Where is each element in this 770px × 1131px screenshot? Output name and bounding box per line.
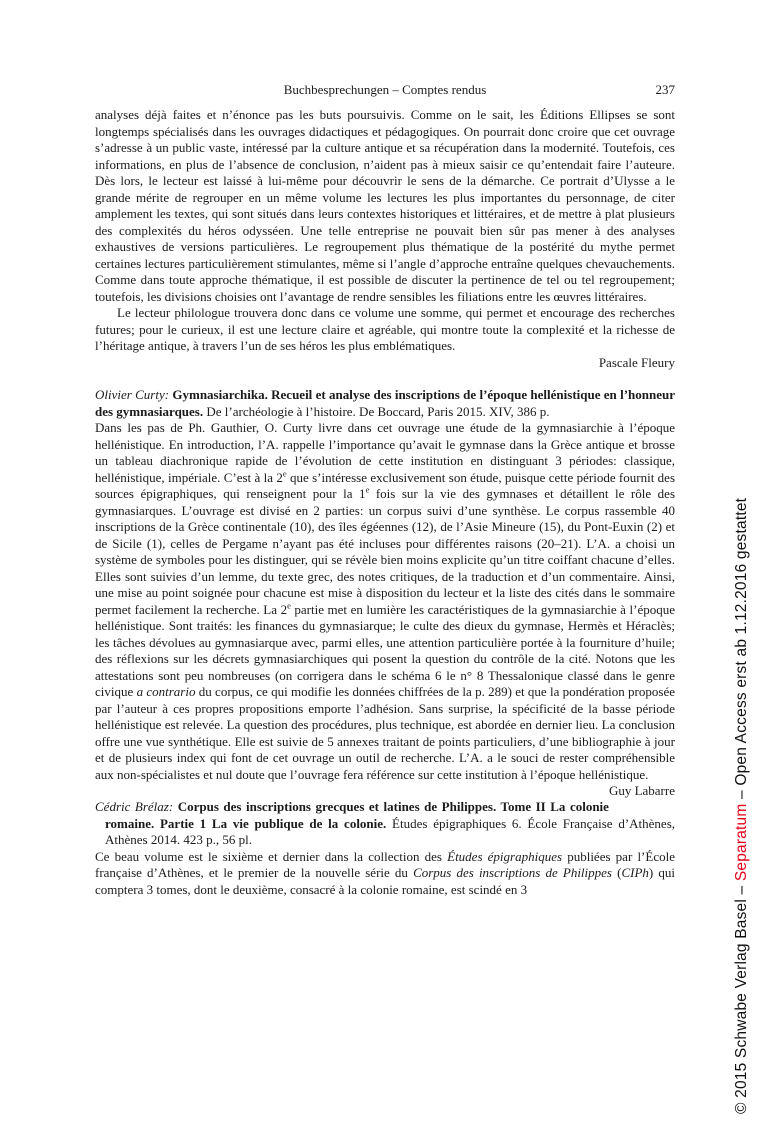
paragraph-closing: Le lecteur philologue trouvera donc dans ce volume une somme, qui permet et encourage des recherches futures; pour le curieux, il est une lecture claire et agréable, qui montre toute la complexité et la richesse de l’héritage antique, à travers l’un de ses héros les plus emblématiques. bbox=[95, 305, 675, 353]
reviewer-signature-fleury: Pascale Fleury bbox=[598, 354, 675, 370]
page-number: 237 bbox=[655, 82, 675, 97]
review-body-text: Dans les pas de Ph. Gauthier, O. Curty livre dans cet ouvrage une étude de la gymnasiarchie à l’époque hellénistique. En introduction, l’A. rappelle l’importance qu’avait le gymnase dans la Grèce antique et brosse un tableau diachronique rapide de l’évolution de cette institution en distinguant 3 périodes: classique, hellénistique, impériale. C’est à la 2e que s’intéresse exclusivement son étude, puisque cette période fournit des sources épigraphiques, qui renseignent pour la 1e fois sur la vie des gymnases et détaillent le rôle des gymnasiarques. L’ouvrage est divisé en 2 parties: un corpus suivi d’une synthèse. Le corpus rassemble 40 inscriptions de la Grèce continentale (10), des îles égéennes (12), de l’Asie Mineure (15), du Pont-Euxin (2) et de Sicile (1), celles de Pergame n’ayant pas été incluses pour différentes raisons (20–21). L’A. a choisi un système de symboles pour les distinguer, qui se révèle bien moins explicite qu’un titre coiffant chacune d’elles. Elles sont suivies d’un lemme, du texte grec, des notes critiques, de la traduction et d’un commentaire. Ainsi, une mise au point soignée pour chacune est mise à disposition du lecteur et la liste des cités dans le sommaire permet facilement la recherche. La 2e partie met en lumière les caractéristiques de la gymnasiarchie à l’époque hellénistique. Sont traités: les finances du gymnasiarque; le culte des dieux du gymnase, Hermès et Héraclès; les tâches dévolues au gymnasiarque avec, parmi elles, une attention particulière portée à la fourniture d’huile; des réflexions sur les décrets gymnasiarchiques qui posent la question du contrôle de la cité. Notons que les attestations sont peu nombreuses (on corrigera dans le schéma 6 le n° 8 Thessalonique classé dans le genre civique a contrario du corpus, ce qui modifie les données chiffrées de la p. 289) et que la pondération proposée par l’auteur à ces propres propositions emporte l’adhésion. Sans surprise, la spécificité de la basse période hellénistique est relevée. La question des procédures, plus technique, est abordée en dernier lieu. La conclusion offre une vue synthétique. Elle est suivie de 5 annexes traitant de points particuliers, d’une bibliographie à jour et de plusieurs index qui font de cet ouvrage un outil de recherche. L’A. a le souci de rester compréhensible aux non-spécialistes et nul doute que l’ouvrage fera référence sur cette institution à l’époque hellénistique. bbox=[95, 420, 675, 782]
review-curty bbox=[95, 387, 675, 798]
review-heading-brelaz: Cédric Brélaz: Corpus des inscriptions grecques et latines de Philippes. Tome II La colonie romaine. Partie 1 La vie publique de la colonie. Études épigraphiques 6. École Française d’Athènes, Athènes 2014. 423 p., 56 pl. bbox=[95, 799, 675, 847]
paragraph-continuation: analyses déjà faites et n’énonce pas les buts poursuivis. Comme on le sait, les Éditions Ellipses se sont longtemps spécialisés dans les ouvrages didactiques et pédagogiques. On pourrait donc croire que cet ouvrage s’adresse à un public vaste, intéressé par la culture antique et sa récupération dans la modernité. Toutefois, ces informations, en plus de l’absence de conclusion, n’aident pas à mieux saisir ce qu’entendait faire l’auteure. Dès lors, le lecteur est laissé à lui-même pour découvrir le sens de la démarche. Ce portrait d’Ulysse a le grande mérite de regrouper en un même volume les lectures les plus importantes du personnage, de citer amplement les textes, qui sont situés dans leurs contextes historiques et littéraires, et de mettre à plat plusieurs des complexités du héros odysséen. Une telle entreprise ne pouvait bien sûr pas mener à des analyses exhaustives de versions particulières. Le regroupement plus thématique de la postérité du mythe permet certaines lectures particulièrement stimulantes, même si l’angle d’approche entraîne quelques chevauchements. Comme dans toute approche thématique, il est possible de discuter la pertinence de tel ou tel regroupement; toutefois, les divisions choisies ont l’avantage de rendre sensibles les filiations entre les œuvres littéraires. bbox=[95, 107, 675, 304]
page-header bbox=[95, 82, 675, 98]
page-body bbox=[95, 107, 675, 898]
review-body-brelaz: Ce beau volume est le sixième et dernier dans la collection des Études épigraphiques publiées par l’École française d’Athènes, et le premier de la nouvelle série du Corpus des inscriptions de Philippes (CIPh) qui comptera 3 tomes, dont le deuxième, consacré à la colonie romaine, est scindé en 3 bbox=[95, 848, 675, 897]
copyright-sidebar: © 2015 Schwabe Verlag Basel – Separatum – Open Access erst ab 1.12.2016 gestattet bbox=[733, 497, 750, 1114]
reviewer-signature-labarre: Guy Labarre bbox=[608, 783, 675, 798]
review-heading-curty: Olivier Curty: Gymnasiarchika. Recueil et analyse des inscriptions de l’époque hellénistique en l’honneur des gymnasiarques. De l’archéologie à l’histoire. De Boccard, Paris 2015. XIV, 386 p. bbox=[95, 387, 675, 419]
running-head: Buchbesprechungen – Comptes rendus bbox=[283, 82, 487, 97]
review-body-curty bbox=[95, 420, 675, 798]
review-brelaz bbox=[95, 799, 675, 898]
